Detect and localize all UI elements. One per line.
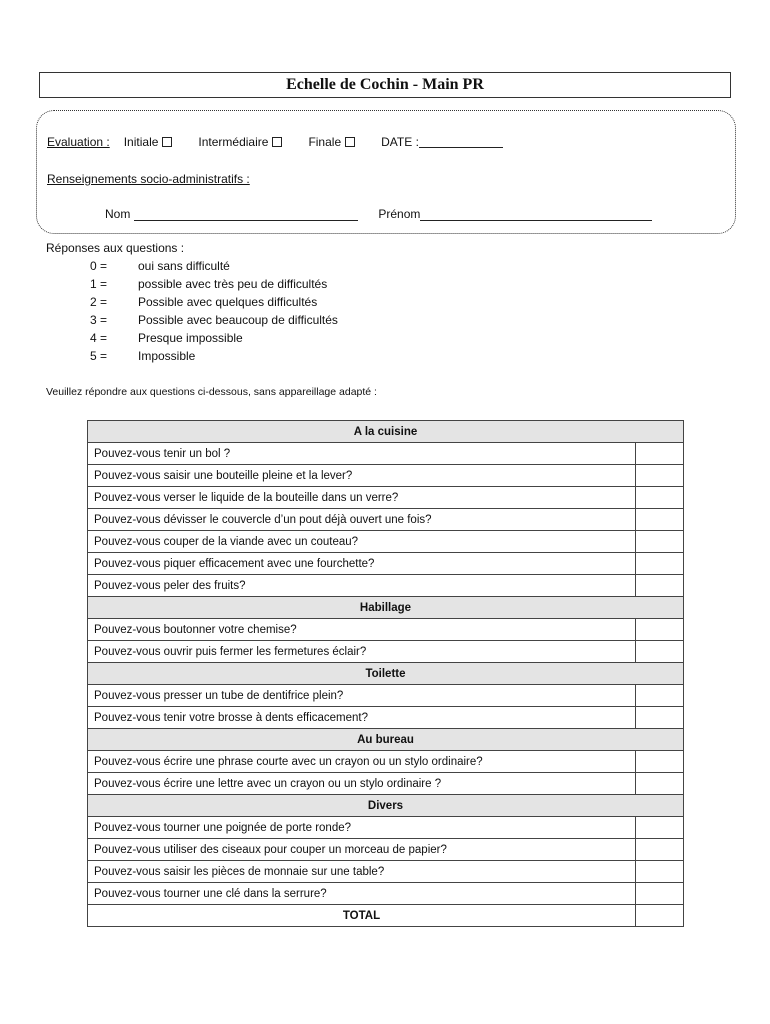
answer-cell[interactable]	[636, 443, 684, 465]
question-row	[88, 839, 684, 861]
question-row	[88, 685, 684, 707]
question-text: Pouvez-vous écrire une phrase courte avec un crayon ou un stylo ordinaire?	[88, 751, 636, 773]
question-text: Pouvez-vous utiliser des ciseaux pour couper un morceau de papier?	[88, 839, 636, 861]
prenom-label: Prénom	[378, 207, 421, 221]
nom-field[interactable]	[134, 208, 358, 221]
question-row	[88, 817, 684, 839]
question-text: Pouvez-vous ouvrir puis fermer les fermetures éclair?	[88, 641, 636, 663]
total-answer-cell[interactable]	[636, 905, 684, 927]
date-field[interactable]	[419, 136, 503, 148]
answer-cell[interactable]	[636, 861, 684, 883]
answer-cell[interactable]	[636, 685, 684, 707]
question-text: Pouvez-vous dévisser le couvercle d’un pout déjà ouvert une fois?	[88, 509, 636, 531]
total-label: TOTAL	[88, 905, 636, 927]
question-row	[88, 861, 684, 883]
answer-cell[interactable]	[636, 751, 684, 773]
question-text: Pouvez-vous peler des fruits?	[88, 575, 636, 597]
initiale-checkbox[interactable]	[162, 137, 172, 147]
answer-cell[interactable]	[636, 619, 684, 641]
response-text: Presque impossible	[138, 331, 243, 345]
response-code: 3 =	[90, 313, 108, 327]
response-code: 0 =	[90, 259, 108, 273]
total-row	[88, 905, 684, 927]
response-code: 1 =	[90, 277, 108, 291]
question-text: Pouvez-vous piquer efficacement avec une fourchette?	[88, 553, 636, 575]
response-legend-item	[46, 329, 338, 347]
question-row	[88, 553, 684, 575]
question-text: Pouvez-vous tourner une poignée de porte ronde?	[88, 817, 636, 839]
response-text: Possible avec beaucoup de difficultés	[138, 313, 338, 327]
option-intermediaire-label: Intermédiaire	[198, 135, 269, 149]
nom-label: Nom	[105, 207, 131, 221]
instruction-text: Veuillez répondre aux questions ci-dessous, sans appareillage adapté :	[46, 386, 377, 398]
section-title: Au bureau	[88, 729, 684, 751]
answer-cell[interactable]	[636, 553, 684, 575]
question-text: Pouvez-vous presser un tube de dentifrice plein?	[88, 685, 636, 707]
answer-cell[interactable]	[636, 641, 684, 663]
response-text: Possible avec quelques difficultés	[138, 295, 318, 309]
section-header-row	[88, 597, 684, 619]
question-row	[88, 443, 684, 465]
evaluation-label: Evaluation :	[47, 135, 110, 149]
question-row	[88, 641, 684, 663]
answer-cell[interactable]	[636, 487, 684, 509]
question-text: Pouvez-vous saisir les pièces de monnaie sur une table?	[88, 861, 636, 883]
answer-cell[interactable]	[636, 817, 684, 839]
patient-info-box	[36, 110, 736, 234]
question-row	[88, 487, 684, 509]
answer-cell[interactable]	[636, 707, 684, 729]
answer-cell[interactable]	[636, 531, 684, 553]
question-text: Pouvez-vous saisir une bouteille pleine et la lever?	[88, 465, 636, 487]
response-code: 5 =	[90, 349, 108, 363]
response-legend-item	[46, 311, 338, 329]
question-row	[88, 883, 684, 905]
question-text: Pouvez-vous boutonner votre chemise?	[88, 619, 636, 641]
intermediaire-checkbox[interactable]	[272, 137, 282, 147]
response-legend-item	[46, 347, 338, 365]
finale-checkbox[interactable]	[345, 137, 355, 147]
response-legend-heading: Réponses aux questions :	[46, 241, 185, 255]
question-text: Pouvez-vous tourner une clé dans la serrure?	[88, 883, 636, 905]
form-title: Echelle de Cochin - Main PR	[39, 72, 731, 98]
question-text: Pouvez-vous verser le liquide de la bouteille dans un verre?	[88, 487, 636, 509]
answer-cell[interactable]	[636, 509, 684, 531]
option-initiale-label: Initiale	[123, 135, 159, 149]
section-header-row	[88, 795, 684, 817]
response-legend-item	[46, 275, 338, 293]
question-row	[88, 531, 684, 553]
answer-cell[interactable]	[636, 839, 684, 861]
answer-cell[interactable]	[636, 773, 684, 795]
response-code: 4 =	[90, 331, 108, 345]
question-row	[88, 751, 684, 773]
question-text: Pouvez-vous tenir un bol ?	[88, 443, 636, 465]
answer-cell[interactable]	[636, 465, 684, 487]
question-text: Pouvez-vous écrire une lettre avec un crayon ou un stylo ordinaire ?	[88, 773, 636, 795]
answer-cell[interactable]	[636, 883, 684, 905]
response-text: possible avec très peu de difficultés	[138, 277, 328, 291]
section-title: A la cuisine	[88, 421, 684, 443]
response-legend	[46, 241, 338, 365]
question-row	[88, 575, 684, 597]
section-header-row	[88, 729, 684, 751]
evaluation-row	[47, 135, 503, 149]
prenom-field[interactable]	[420, 208, 652, 221]
question-row	[88, 619, 684, 641]
section-title: Divers	[88, 795, 684, 817]
question-row	[88, 465, 684, 487]
option-finale-label: Finale	[308, 135, 342, 149]
response-legend-item	[46, 257, 338, 275]
question-text: Pouvez-vous couper de la viande avec un couteau?	[88, 531, 636, 553]
answer-cell[interactable]	[636, 575, 684, 597]
section-title: Toilette	[88, 663, 684, 685]
admin-heading: Renseignements socio-administratifs :	[47, 172, 250, 186]
date-label: DATE :	[381, 135, 419, 149]
question-row	[88, 509, 684, 531]
questionnaire-table	[87, 420, 684, 927]
question-text: Pouvez-vous tenir votre brosse à dents efficacement?	[88, 707, 636, 729]
name-row	[105, 207, 652, 221]
question-row	[88, 707, 684, 729]
response-legend-item	[46, 293, 338, 311]
response-text: Impossible	[138, 349, 196, 363]
section-title: Habillage	[88, 597, 684, 619]
response-code: 2 =	[90, 295, 108, 309]
section-header-row	[88, 663, 684, 685]
response-text: oui sans difficulté	[138, 259, 230, 273]
section-header-row	[88, 421, 684, 443]
question-row	[88, 773, 684, 795]
